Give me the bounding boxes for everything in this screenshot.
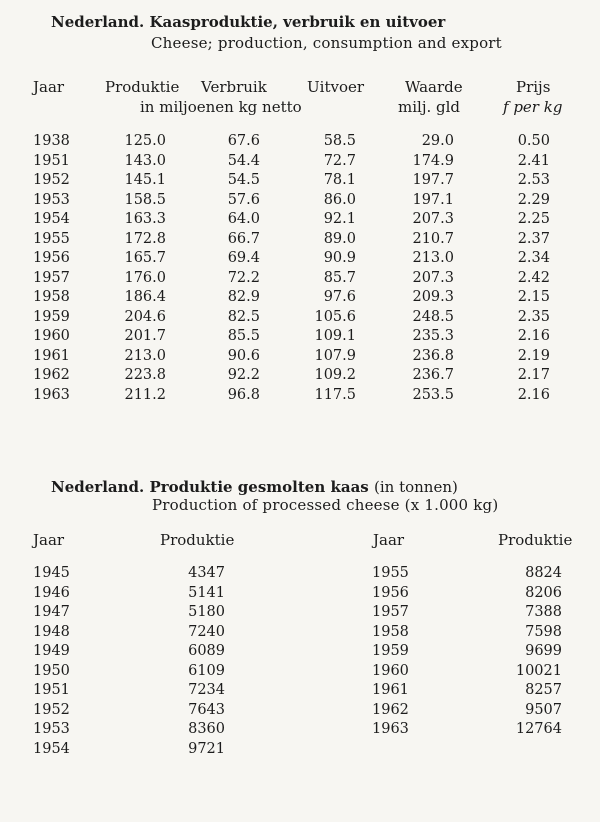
cell-jaar: 1957: [33, 269, 70, 286]
header-waarde: Waarde: [405, 78, 463, 96]
cell-produktie: 5141: [188, 584, 225, 601]
cell-jaar: 1946: [33, 584, 70, 601]
table1-title-en: Cheese; production, consumption and export: [151, 34, 502, 52]
cell-produktie: 9721: [188, 740, 225, 757]
cell-uitvoer: 105.6: [314, 308, 356, 325]
cell-verbruik: 64.0: [227, 211, 260, 227]
cell-verbruik: 92.2: [227, 367, 260, 383]
cell-prijs: 2.37: [517, 230, 550, 247]
cell-produktie: 8360: [188, 721, 225, 737]
cell-produktie: 8257: [525, 682, 562, 698]
cell-prijs: 2.35: [517, 308, 550, 325]
cell-jaar: 1957: [372, 604, 409, 620]
header-jaar-left: Jaar: [33, 531, 65, 549]
cell-produktie: 213.0: [124, 347, 166, 364]
cell-waarde: 207.3: [412, 269, 454, 286]
cell-verbruik: 67.6: [227, 133, 260, 149]
cell-waarde: 197.7: [412, 172, 454, 188]
cell-produktie: 9699: [525, 643, 562, 659]
cell-verbruik: 69.4: [227, 250, 260, 266]
cell-produktie: 9507: [525, 701, 562, 718]
cell-uitvoer: 107.9: [314, 347, 356, 364]
cell-verbruik: 90.6: [227, 347, 260, 364]
cell-uitvoer: 97.6: [323, 289, 356, 305]
cell-produktie: 7240: [188, 623, 225, 640]
cell-jaar: 1960: [33, 328, 70, 344]
cell-jaar: 1955: [33, 230, 70, 247]
header-uitvoer: Uitvoer: [307, 78, 365, 96]
cell-produktie: 6109: [188, 662, 225, 679]
cell-jaar: 1951: [33, 682, 70, 698]
cell-produktie: 7598: [525, 623, 562, 640]
cell-prijs: 0.50: [517, 133, 550, 149]
cell-verbruik: 72.2: [227, 269, 260, 286]
header-produktie: Produktie: [105, 78, 180, 96]
table2-title-rest: (in tonnen): [373, 478, 458, 496]
cell-waarde: 174.9: [412, 152, 454, 169]
cell-jaar: 1952: [33, 172, 70, 188]
cell-jaar: 1959: [372, 643, 409, 659]
table1-title-nl: Nederland. Kaasproduktie, verbruik en uitvoer: [51, 13, 446, 31]
cell-uitvoer: 86.0: [323, 191, 356, 208]
cell-waarde: 248.5: [412, 308, 454, 325]
cell-jaar: 1954: [33, 740, 70, 757]
cell-uitvoer: 85.7: [323, 269, 356, 286]
cell-produktie: 143.0: [124, 152, 166, 169]
cell-uitvoer: 58.5: [323, 133, 356, 149]
cell-jaar: 1961: [372, 682, 409, 698]
cell-produktie: 172.8: [124, 230, 166, 247]
cell-prijs: 2.17: [517, 367, 550, 383]
cell-prijs: 2.34: [517, 250, 550, 266]
cell-verbruik: 82.5: [227, 308, 260, 325]
cell-waarde: 207.3: [412, 211, 454, 227]
cell-prijs: 2.41: [517, 152, 550, 169]
header-produktie-right: Produktie: [498, 531, 573, 549]
cell-jaar: 1953: [33, 721, 70, 737]
cell-prijs: 2.42: [517, 269, 550, 286]
cell-jaar: 1949: [33, 643, 70, 659]
header-jaar-right: Jaar: [373, 531, 405, 549]
cell-uitvoer: 89.0: [323, 230, 356, 247]
cell-waarde: 236.7: [412, 367, 454, 383]
cell-uitvoer: 117.5: [314, 386, 356, 403]
cell-produktie: 145.1: [124, 172, 166, 188]
cell-produktie: 125.0: [124, 133, 166, 149]
cell-prijs: 2.15: [517, 289, 550, 305]
cell-jaar: 1956: [372, 584, 409, 601]
cell-jaar: 1958: [33, 289, 70, 305]
cell-waarde: 236.8: [412, 347, 454, 364]
cell-jaar: 1961: [33, 347, 70, 364]
cell-jaar: 1955: [372, 565, 409, 581]
cell-prijs: 2.29: [517, 191, 550, 208]
cell-jaar: 1950: [33, 662, 70, 679]
cell-produktie: 7388: [525, 604, 562, 620]
cell-produktie: 163.3: [124, 211, 166, 227]
cell-uitvoer: 109.1: [314, 328, 356, 344]
cell-jaar: 1958: [372, 623, 409, 640]
cell-uitvoer: 78.1: [323, 172, 356, 188]
cell-prijs: 2.53: [517, 172, 550, 188]
cell-produktie: 12764: [515, 721, 562, 737]
header-sub-mid: in miljoenen kg netto: [140, 98, 302, 116]
cell-jaar: 1962: [372, 701, 409, 718]
cell-jaar: 1959: [33, 308, 70, 325]
cell-verbruik: 82.9: [227, 289, 260, 305]
cell-jaar: 1952: [33, 701, 70, 718]
cell-jaar: 1954: [33, 211, 70, 227]
cell-waarde: 235.3: [412, 328, 454, 344]
cell-verbruik: 96.8: [227, 386, 260, 403]
header-produktie-left: Produktie: [160, 531, 235, 549]
cell-produktie: 165.7: [124, 250, 166, 266]
cell-prijs: 2.19: [517, 347, 550, 364]
cell-waarde: 253.5: [412, 386, 454, 403]
cell-prijs: 2.16: [517, 386, 550, 403]
cell-produktie: 8206: [525, 584, 562, 601]
cell-waarde: 213.0: [412, 250, 454, 266]
cell-waarde: 197.1: [412, 191, 454, 208]
cell-waarde: 210.7: [412, 230, 454, 247]
cell-produktie: 5180: [188, 604, 225, 620]
header-sub-prijs: f per kg: [503, 98, 563, 116]
cell-produktie: 211.2: [124, 386, 166, 403]
cell-produktie: 201.7: [124, 328, 166, 344]
cell-jaar: 1938: [33, 133, 70, 149]
header-prijs: Prijs: [516, 78, 551, 96]
cell-verbruik: 66.7: [227, 230, 260, 247]
cell-prijs: 2.25: [517, 211, 550, 227]
cell-produktie: 223.8: [124, 367, 166, 383]
cell-jaar: 1945: [33, 565, 70, 581]
cell-waarde: 209.3: [412, 289, 454, 305]
cell-waarde: 29.0: [421, 133, 454, 149]
cell-produktie: 158.5: [124, 191, 166, 208]
cell-produktie: 8824: [525, 565, 562, 581]
cell-uitvoer: 72.7: [323, 152, 356, 169]
cell-produktie: 176.0: [124, 269, 166, 286]
cell-produktie: 7643: [188, 701, 225, 718]
cell-jaar: 1956: [33, 250, 70, 266]
cell-jaar: 1951: [33, 152, 70, 169]
cell-jaar: 1960: [372, 662, 409, 679]
cell-uitvoer: 92.1: [323, 211, 356, 227]
header-verbruik: Verbruik: [201, 78, 267, 96]
cell-jaar: 1963: [372, 721, 409, 737]
cell-produktie: 4347: [188, 565, 225, 581]
cell-produktie: 7234: [188, 682, 225, 698]
table2-title-en: Production of processed cheese (x 1.000 kg): [152, 496, 499, 514]
cell-jaar: 1947: [33, 604, 70, 620]
cell-jaar: 1953: [33, 191, 70, 208]
cell-produktie: 204.6: [124, 308, 166, 325]
header-jaar: Jaar: [33, 78, 65, 96]
cell-uitvoer: 109.2: [314, 367, 356, 383]
cell-uitvoer: 90.9: [323, 250, 356, 266]
header-sub-waarde: milj. gld: [398, 98, 461, 116]
cell-verbruik: 85.5: [227, 328, 260, 344]
cell-prijs: 2.16: [517, 328, 550, 344]
cell-jaar: 1962: [33, 367, 70, 383]
cell-verbruik: 54.5: [227, 172, 260, 188]
cell-verbruik: 54.4: [227, 152, 260, 169]
table2-title-bold: Nederland. Produktie gesmolten kaas: [51, 478, 369, 496]
cell-verbruik: 57.6: [227, 191, 260, 208]
cell-jaar: 1948: [33, 623, 70, 640]
cell-produktie: 186.4: [124, 289, 166, 305]
cell-jaar: 1963: [33, 386, 70, 403]
cell-produktie: 6089: [188, 643, 225, 659]
table2-title-nl: [51, 478, 458, 496]
cell-produktie: 10021: [515, 662, 562, 679]
